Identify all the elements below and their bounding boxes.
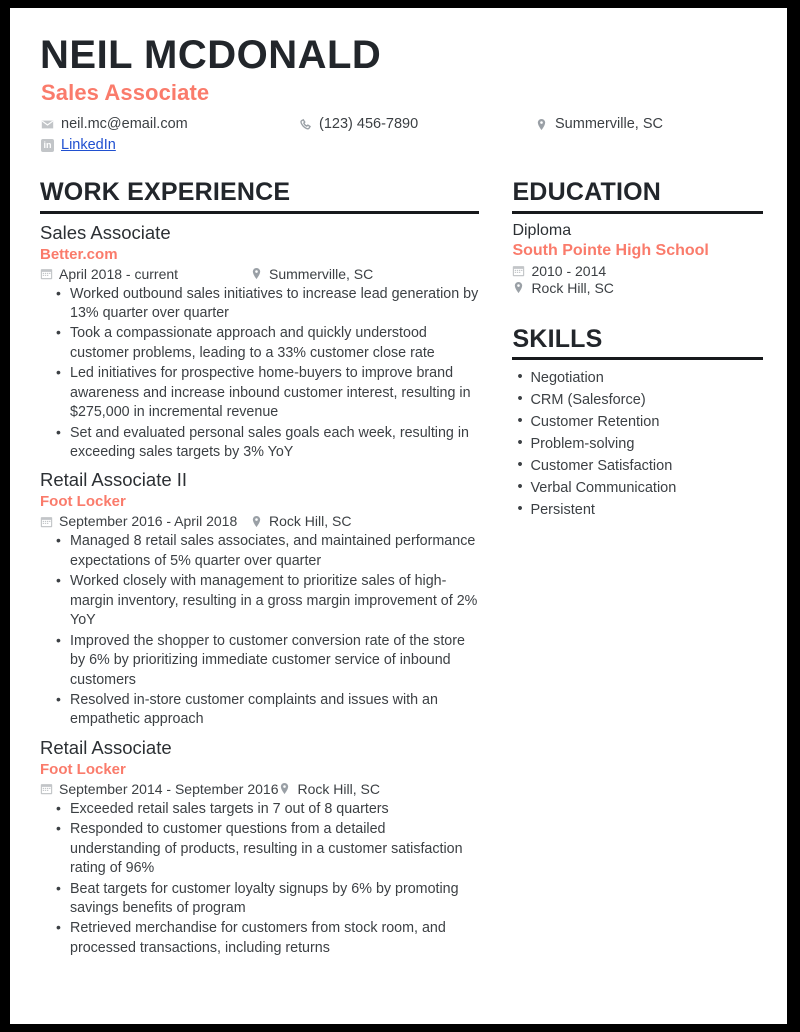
- list-item: • Negotiation: [530, 368, 763, 388]
- location-pin-icon: [278, 782, 291, 795]
- calendar-icon: [40, 782, 53, 795]
- section-divider: [40, 211, 479, 214]
- list-item: • Verbal Communication: [530, 478, 763, 498]
- experience-dates-text: April 2018 - current: [59, 265, 179, 282]
- experience-location: [250, 266, 373, 282]
- education-location-text: Rock Hill, SC: [531, 279, 614, 296]
- experience-bullets: [40, 800, 479, 959]
- skills-heading: SKILLS: [512, 324, 603, 353]
- bullet-item: • Beat targets for customer loyalty signups by 6% by promoting savings benefits of program: [70, 880, 479, 919]
- experience-dates-text: September 2014 - September 2016: [59, 780, 279, 797]
- skills-section: [512, 326, 763, 521]
- resume-header: [34, 34, 763, 153]
- experience-dates-text: September 2016 - April 2018: [59, 513, 238, 530]
- bullet-item: • Managed 8 retail sales associates, and maintained performance expectations of 5% quarter over quarter: [70, 532, 479, 571]
- skills-list: [512, 368, 763, 520]
- experience-location: [250, 513, 351, 529]
- contact-phone[interactable]: [299, 116, 535, 132]
- experience-meta: [40, 266, 479, 282]
- experience-title: Retail Associate II: [40, 469, 188, 491]
- candidate-job-title: Sales Associate: [41, 80, 210, 105]
- calendar-icon: [40, 267, 53, 280]
- main-column: [34, 179, 479, 962]
- experience-title: Retail Associate: [40, 736, 172, 758]
- contact-phone-text: (123) 456-7890: [319, 116, 419, 132]
- contact-location: [535, 116, 763, 132]
- sidebar-column: [479, 179, 763, 962]
- experience-entry: [40, 737, 479, 959]
- bullet-item: • Exceeded retail sales targets in 7 out of 8 quarters: [70, 800, 479, 819]
- bullet-item: • Retrieved merchandise for customers from stock room, and processed transactions, including returns: [70, 919, 479, 958]
- education-dates: [512, 263, 763, 279]
- contact-email[interactable]: [41, 116, 299, 132]
- calendar-icon: [512, 264, 525, 277]
- experience-entry: [40, 222, 479, 463]
- bullet-item: • Set and evaluated personal sales goals each week, resulting in exceeding sales targets by 3% YoY: [70, 424, 479, 463]
- phone-icon: [299, 118, 312, 131]
- section-divider: [512, 211, 763, 214]
- experience-company: Foot Locker: [40, 493, 126, 511]
- education-heading: EDUCATION: [512, 178, 661, 206]
- linkedin-icon: in: [41, 139, 54, 152]
- calendar-icon: [40, 515, 53, 528]
- envelope-icon: [41, 118, 54, 131]
- resume-page: [10, 8, 787, 1024]
- bullet-item: • Worked closely with management to prioritize sales of high-margin inventory, resulting in a gross margin improvement of 2% YoY: [70, 572, 479, 630]
- section-divider: [512, 357, 763, 360]
- experience-meta: [40, 513, 479, 529]
- experience-bullets: [40, 285, 479, 463]
- location-pin-icon: [250, 267, 263, 280]
- education-section: [512, 179, 763, 296]
- experience-location: [278, 781, 379, 797]
- experience-location-text: Summerville, SC: [269, 265, 374, 282]
- bullet-item: • Took a compassionate approach and quickly understood customer problems, leading to a 33% customer close rate: [70, 324, 479, 363]
- experience-dates: [40, 513, 250, 529]
- education-location: [512, 280, 763, 296]
- experience-bullets: [40, 532, 479, 729]
- bullet-item: • Responded to customer questions from a detailed understanding of products, resulting in a customer satisfaction rating of 96%: [70, 820, 479, 878]
- experience-title: Sales Associate: [40, 221, 171, 243]
- list-item: • Customer Satisfaction: [530, 456, 763, 476]
- location-pin-icon: [535, 118, 548, 131]
- experience-company: Better.com: [40, 245, 118, 263]
- candidate-name: NEIL MCDONALD: [40, 33, 382, 77]
- bullet-item: • Worked outbound sales initiatives to increase lead generation by 13% quarter over quarter: [70, 285, 479, 324]
- contact-email-text: neil.mc@email.com: [61, 116, 188, 132]
- contact-location-text: Summerville, SC: [555, 116, 663, 132]
- location-pin-icon: [250, 515, 263, 528]
- experience-location-text: Rock Hill, SC: [269, 513, 352, 530]
- experience-dates: [40, 781, 278, 797]
- list-item: • Persistent: [530, 500, 763, 520]
- contact-linkedin-text[interactable]: LinkedIn: [61, 137, 116, 153]
- experience-meta: [40, 781, 479, 797]
- work-experience-heading: WORK EXPERIENCE: [40, 178, 291, 206]
- experience-entry: [40, 469, 479, 729]
- education-school: South Pointe High School: [512, 241, 709, 259]
- bullet-item: • Led initiatives for prospective home-buyers to improve brand awareness and increase inbound customer interest, resulting in $275,000 in incremental revenue: [70, 364, 479, 422]
- list-item: • Problem-solving: [530, 434, 763, 454]
- education-degree: Diploma: [512, 221, 572, 239]
- list-item: • CRM (Salesforce): [530, 390, 763, 410]
- location-pin-icon: [512, 281, 525, 294]
- education-entry: [512, 222, 763, 296]
- education-dates-text: 2010 - 2014: [531, 262, 607, 279]
- list-item: • Customer Retention: [530, 412, 763, 432]
- experience-dates: [40, 266, 250, 282]
- experience-location-text: Rock Hill, SC: [297, 780, 380, 797]
- contact-linkedin[interactable]: [41, 137, 299, 153]
- bullet-item: • Improved the shopper to customer conversion rate of the store by 6% by prioritizing immediate customer service of inbound customers: [70, 632, 479, 690]
- bullet-item: • Resolved in-store customer complaints and issues with an empathetic approach: [70, 691, 479, 730]
- contact-info: [41, 116, 763, 153]
- experience-company: Foot Locker: [40, 760, 126, 778]
